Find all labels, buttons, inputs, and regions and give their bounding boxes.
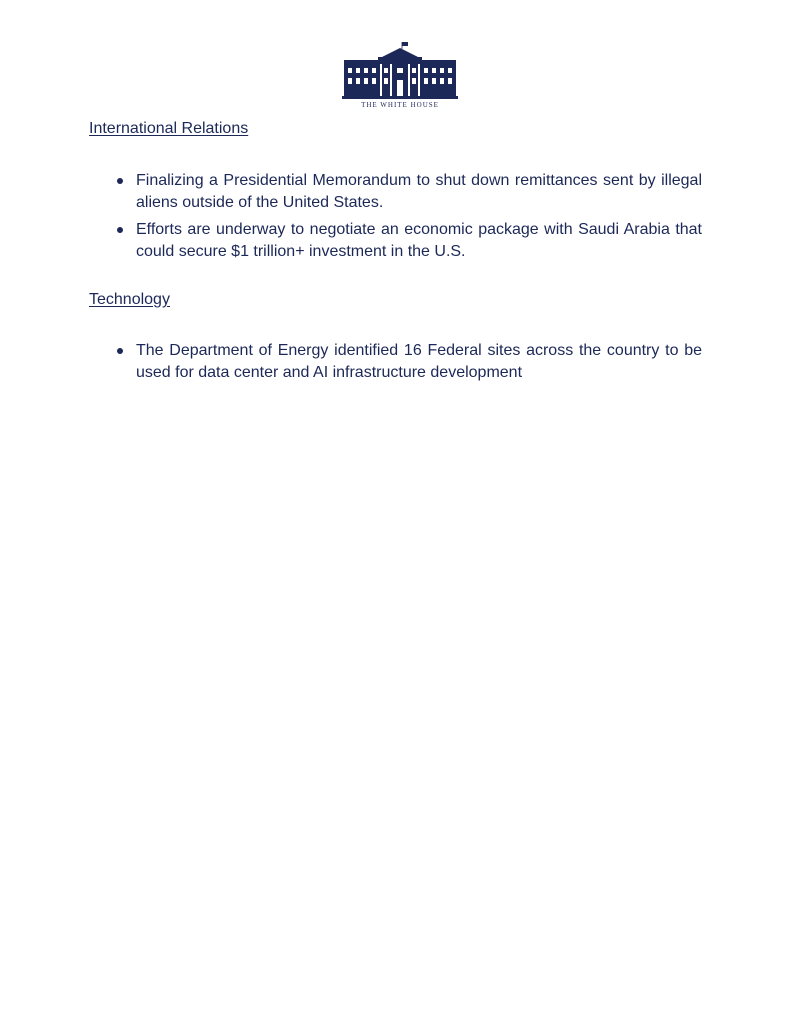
section-heading-technology: Technology xyxy=(89,291,170,308)
list-item-text: Efforts are underway to negotiate an economic package with Saudi Arabia that could secure $1 trillion+ investment in the U.S. xyxy=(136,221,702,260)
white-house-logo xyxy=(340,40,460,112)
list-item xyxy=(117,170,702,214)
international-relations-list xyxy=(117,170,702,268)
list-item-text: The Department of Energy identified 16 Federal sites across the country to be used for data center and AI infrastructure development xyxy=(136,342,702,381)
technology-list xyxy=(117,340,702,389)
section-heading-international-relations: International Relations xyxy=(89,120,249,137)
list-item xyxy=(117,219,702,263)
white-house-icon xyxy=(340,40,460,100)
list-item xyxy=(117,340,702,384)
logo-text: THE WHITE HOUSE xyxy=(361,101,439,109)
list-item-text: Finalizing a Presidential Memorandum to shut down remittances sent by illegal aliens outside of the United States. xyxy=(136,172,702,211)
